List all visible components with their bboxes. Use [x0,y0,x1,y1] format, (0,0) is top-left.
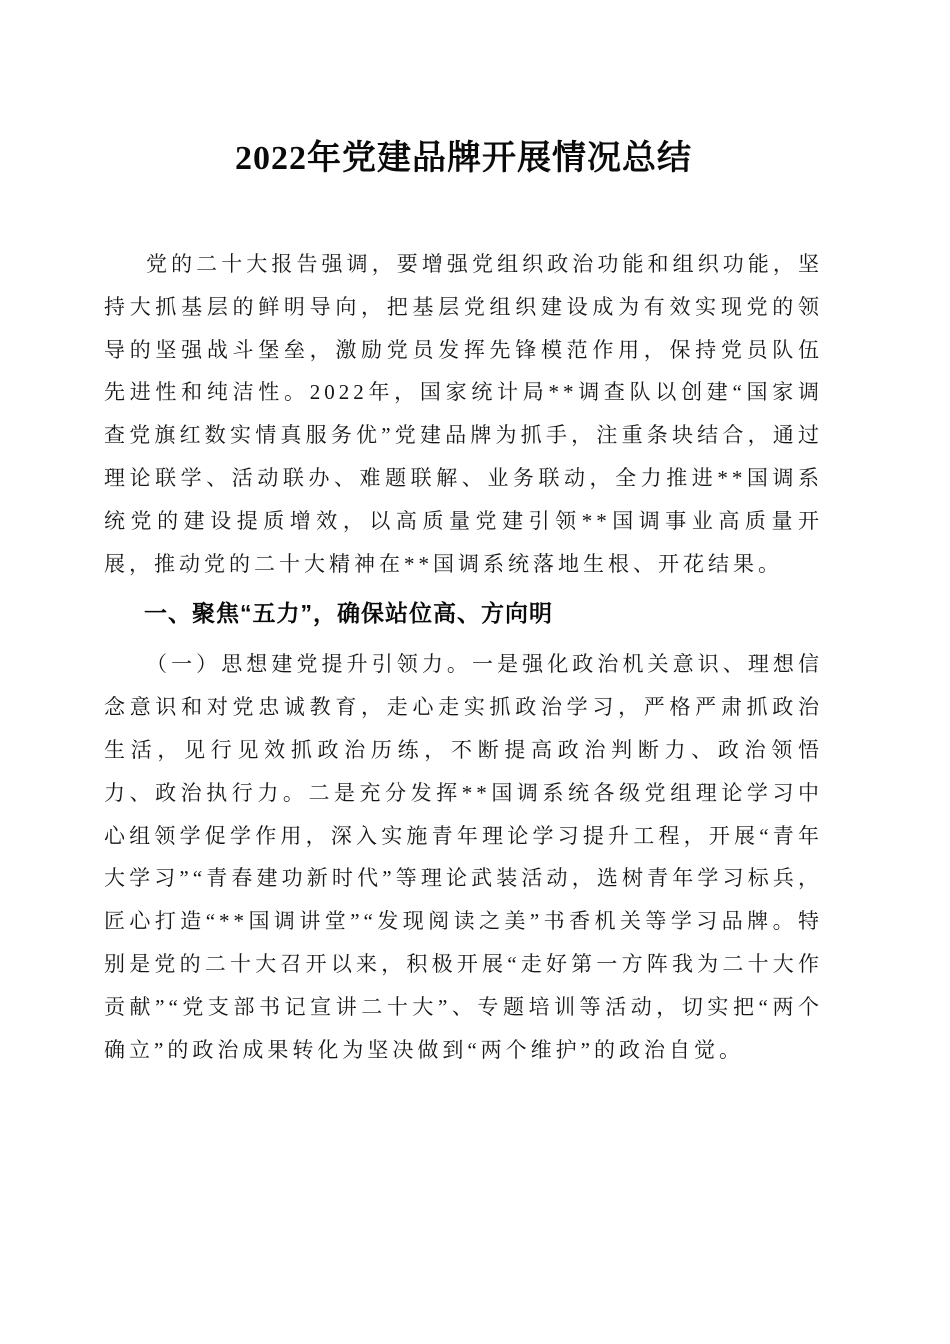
intro-paragraph: 党的二十大报告强调，要增强党组织政治功能和组织功能，坚持大抓基层的鲜明导向，把基层党组织建设成为有效实现党的领导的坚强战斗堡垒，激励党员发挥先锋模范作用，保持党员队伍先进性和纯洁性。2022年，国家统计局**调查队以创建“国家调查党旗红数实情真服务优”党建品牌为抓手，注重条块结合，通过理论联学、活动联办、难题联解、业务联动，全力推进**国调系统党的建设提质增效，以高质量党建引领**国调事业高质量开展，推动党的二十大精神在**国调系统落地生根、开花结果。 [104,252,823,576]
document-title: 2022年党建品牌开展情况总结 [235,140,692,177]
document-content [104,0,823,1071]
section-1-paragraph-1: （一）思想建党提升引领力。一是强化政治机关意识、理想信念意识和对党忠诚教育，走心走实抓政治学习，严格严肃抓政治生活，见行见效抓政治历练，不断提高政治判断力、政治领悟力、政治执行力。二是充分发挥**国调系统各级党组理论学习中心组领学促学作用，深入实施青年理论学习提升工程，开展“青年大学习”“青春建功新时代”等理论武装活动，选树青年学习标兵，匠心打造“**国调讲堂”“发现阅读之美”书香机关等学习品牌。特别是党的二十大召开以来，积极开展“走好第一方阵我为二十大作贡献”“党支部书记宣讲二十大”、专题培训等活动，切实把“两个确立”的政治成果转化为坚决做到“两个维护”的政治自觉。 [104,652,823,1062]
section-1-heading: 一、聚焦“五力”，确保站位高、方向明 [144,600,553,627]
